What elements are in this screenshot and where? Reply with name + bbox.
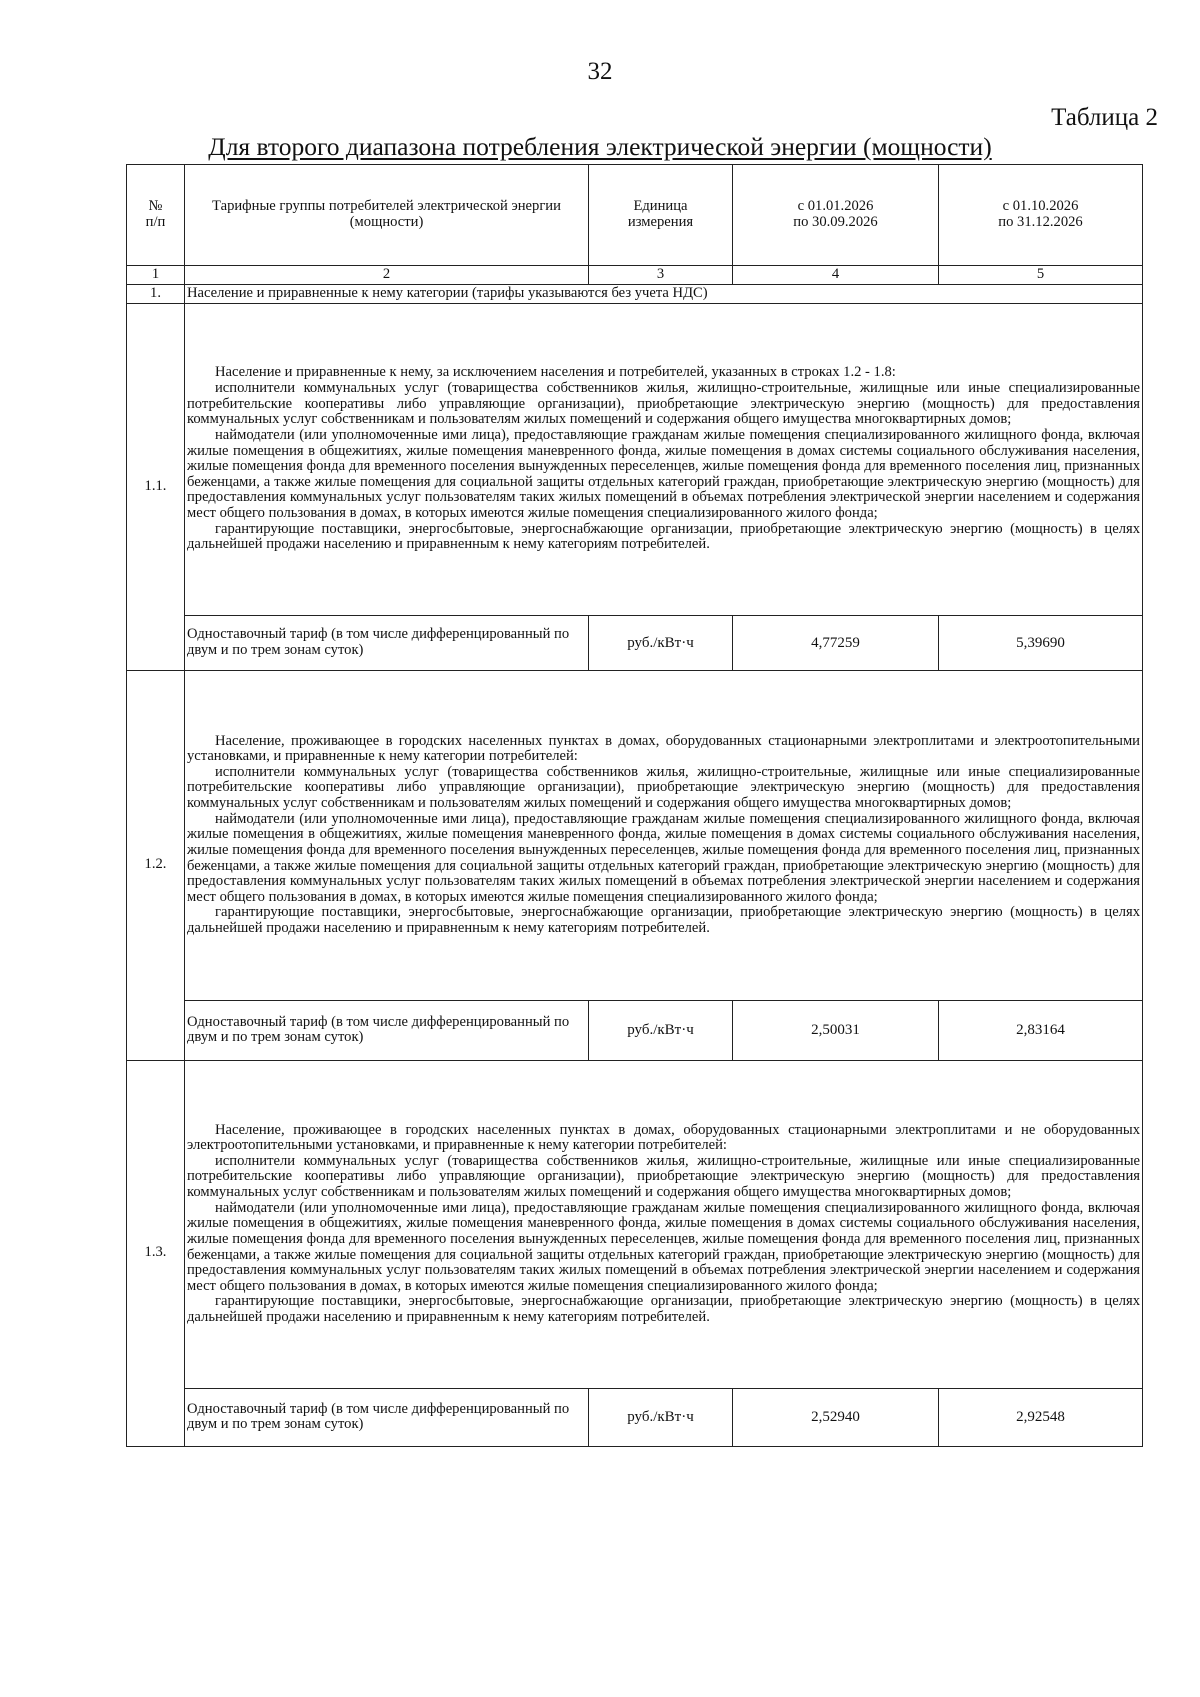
row-number: 1.2.: [127, 670, 185, 1060]
description-paragraph: Население, проживающее в городских населенных пунктах в домах, оборудованных стационарными электроплитами и электроотопительными установками, и приравненные к нему категории потребителей:: [187, 732, 1140, 765]
row-number: 1.1.: [127, 303, 185, 670]
value-period-2: 2,83164: [939, 1000, 1143, 1060]
value-period-1: 2,50031: [733, 1000, 939, 1060]
page-number: 32: [587, 58, 613, 85]
section-title: Население и приравненные к нему категории (тарифы указываются без учета НДС): [185, 284, 1143, 303]
table-title: Для второго диапазона потребления электрической энергии (мощности): [208, 132, 992, 161]
section-number: 1.: [127, 284, 185, 303]
description-paragraph: наймодатели (или уполномоченные ими лица), предоставляющие гражданам жилые помещения специализированного жилищного фонда, включая жилые помещения в общежитиях, жилые помещения маневренного фонда, жилые помещения в домах системы социального обслуживания населения, жилые помещения фонда для временного поселения вынужденных переселенцев, жилые помещения фонда для временного поселения лиц, признанных беженцами, а также жилые помещения для социальной защиты отдельных категорий граждан, приобретающие электрическую энергию (мощность) для предоставления коммунальных услуг пользователям таких жилых помещений в объемах потребления электрической энергии населением и содержания мест общего пользования в домах, в которых имеются жилые помещения специализированного жилого фонда;: [187, 426, 1140, 521]
section-row: [127, 284, 1143, 303]
header-period-1: с 01.01.2026 по 30.09.2026: [733, 165, 939, 266]
unit-cell: руб./кВт·ч: [589, 1000, 733, 1060]
value-period-1: 2,52940: [733, 1388, 939, 1446]
column-number: 3: [589, 266, 733, 285]
tariff-name: Одноставочный тариф (в том числе дифференцированный по двум и по трем зонам суток): [185, 1388, 589, 1446]
column-number: 4: [733, 266, 939, 285]
tariff-group-row: [127, 303, 1143, 615]
description-paragraph: Население и приравненные к нему, за исключением населения и потребителей, указанных в строках 1.2 - 1.8:: [215, 364, 896, 381]
table-label: Таблица 2: [1051, 104, 1158, 131]
description-paragraph: исполнители коммунальных услуг (товарищества собственников жилья, жилищно-строительные, жилищные или иные специализированные потребительские кооперативы либо управляющие организации), приобретающие электрическую энергию (мощность) для предоставления коммунальных услуг собственникам и пользователям жилых помещений и содержания общего имущества многоквартирных домов;: [187, 380, 1140, 428]
header-period-2: с 01.10.2026 по 31.12.2026: [939, 165, 1143, 266]
tariff-name: Одноставочный тариф (в том числе дифференцированный по двум и по трем зонам суток): [185, 615, 589, 670]
tariff-name: Одноставочный тариф (в том числе дифференцированный по двум и по трем зонам суток): [185, 1000, 589, 1060]
tariff-table: [126, 164, 1143, 1447]
tariff-value-row: [127, 1388, 1143, 1446]
column-number: 5: [939, 266, 1143, 285]
column-number: 2: [185, 266, 589, 285]
header-unit: Единица измерения: [589, 165, 733, 266]
description-paragraph: исполнители коммунальных услуг (товарищества собственников жилья, жилищно-строительные, жилищные или иные специализированные потребительские кооперативы либо управляющие организации), приобретающие электрическую энергию (мощность) для предоставления коммунальных услуг собственникам и пользователям жилых помещений и содержания общего имущества многоквартирных домов;: [187, 763, 1140, 812]
tariff-group-description: [185, 303, 1143, 615]
value-period-2: 5,39690: [939, 615, 1143, 670]
description-paragraph: наймодатели (или уполномоченные ими лица), предоставляющие гражданам жилые помещения специализированного жилищного фонда, включая жилые помещения в общежитиях, жилые помещения маневренного фонда, жилые помещения в домах системы социального обслуживания населения, жилые помещения фонда для временного поселения вынужденных переселенцев, жилые помещения фонда для временного поселения лиц, признанных беженцами, а также жилые помещения для социальной защиты отдельных категорий граждан, приобретающие электрическую энергию (мощность) для предоставления коммунальных услуг пользователям таких жилых помещений в объемах потребления электрической энергии населением и содержания мест общего пользования в домах, в которых имеются жилые помещения специализированного жилого фонда;: [187, 810, 1140, 905]
tariff-value-row: [127, 615, 1143, 670]
header-tariff-groups: Тарифные группы потребителей электрической энергии (мощности): [185, 165, 589, 266]
column-number: 1: [127, 266, 185, 285]
unit-cell: руб./кВт·ч: [589, 615, 733, 670]
tariff-group-description: [185, 1060, 1143, 1388]
tariff-group-row: [127, 1060, 1143, 1388]
description-paragraph: Население, проживающее в городских населенных пунктах в домах, оборудованных стационарными электроплитами и не оборудованных электроотопительными установками, и приравненные к нему категории потребителей:: [187, 1121, 1140, 1154]
unit-cell: руб./кВт·ч: [589, 1388, 733, 1446]
description-paragraph: гарантирующие поставщики, энергосбытовые, энергоснабжающие организации, приобретающие электрическую энергию (мощность) в целях дальнейшей продажи населению и приравненным к нему категориям потребителей.: [187, 904, 1140, 936]
tariff-group-description: [185, 670, 1143, 1000]
value-period-2: 2,92548: [939, 1388, 1143, 1446]
description-paragraph: гарантирующие поставщики, энергосбытовые, энергоснабжающие организации, приобретающие электрическую энергию (мощность) в целях дальнейшей продажи населению и приравненным к нему категориям потребителей.: [187, 520, 1140, 553]
description-paragraph: наймодатели (или уполномоченные ими лица), предоставляющие гражданам жилые помещения специализированного жилищного фонда, включая жилые помещения в общежитиях, жилые помещения маневренного фонда, жилые помещения в домах системы социального обслуживания населения, жилые помещения фонда для временного поселения вынужденных переселенцев, жилые помещения фонда для временного поселения лиц, признанных беженцами, а также жилые помещения для социальной защиты отдельных категорий граждан, приобретающие электрическую энергию (мощность) для предоставления коммунальных услуг пользователям таких жилых помещений в объемах потребления электрической энергии населением и содержания мест общего пользования в домах, в которых имеются жилые помещения специализированного жилого фонда;: [187, 1199, 1140, 1294]
value-period-1: 4,77259: [733, 615, 939, 670]
column-number-row: [127, 266, 1143, 285]
table-header-row: [127, 165, 1143, 266]
tariff-group-row: [127, 670, 1143, 1000]
row-number: 1.3.: [127, 1060, 185, 1446]
tariff-value-row: [127, 1000, 1143, 1060]
description-paragraph: гарантирующие поставщики, энергосбытовые, энергоснабжающие организации, приобретающие электрическую энергию (мощность) в целях дальнейшей продажи населению и приравненным к нему категориям потребителей.: [187, 1293, 1140, 1325]
description-paragraph: исполнители коммунальных услуг (товарищества собственников жилья, жилищно-строительные, жилищные или иные специализированные потребительские кооперативы либо управляющие организации), приобретающие электрическую энергию (мощность) для предоставления коммунальных услуг собственникам и пользователям жилых помещений и содержания общего имущества многоквартирных домов;: [187, 1152, 1140, 1201]
header-number: № п/п: [127, 165, 185, 266]
